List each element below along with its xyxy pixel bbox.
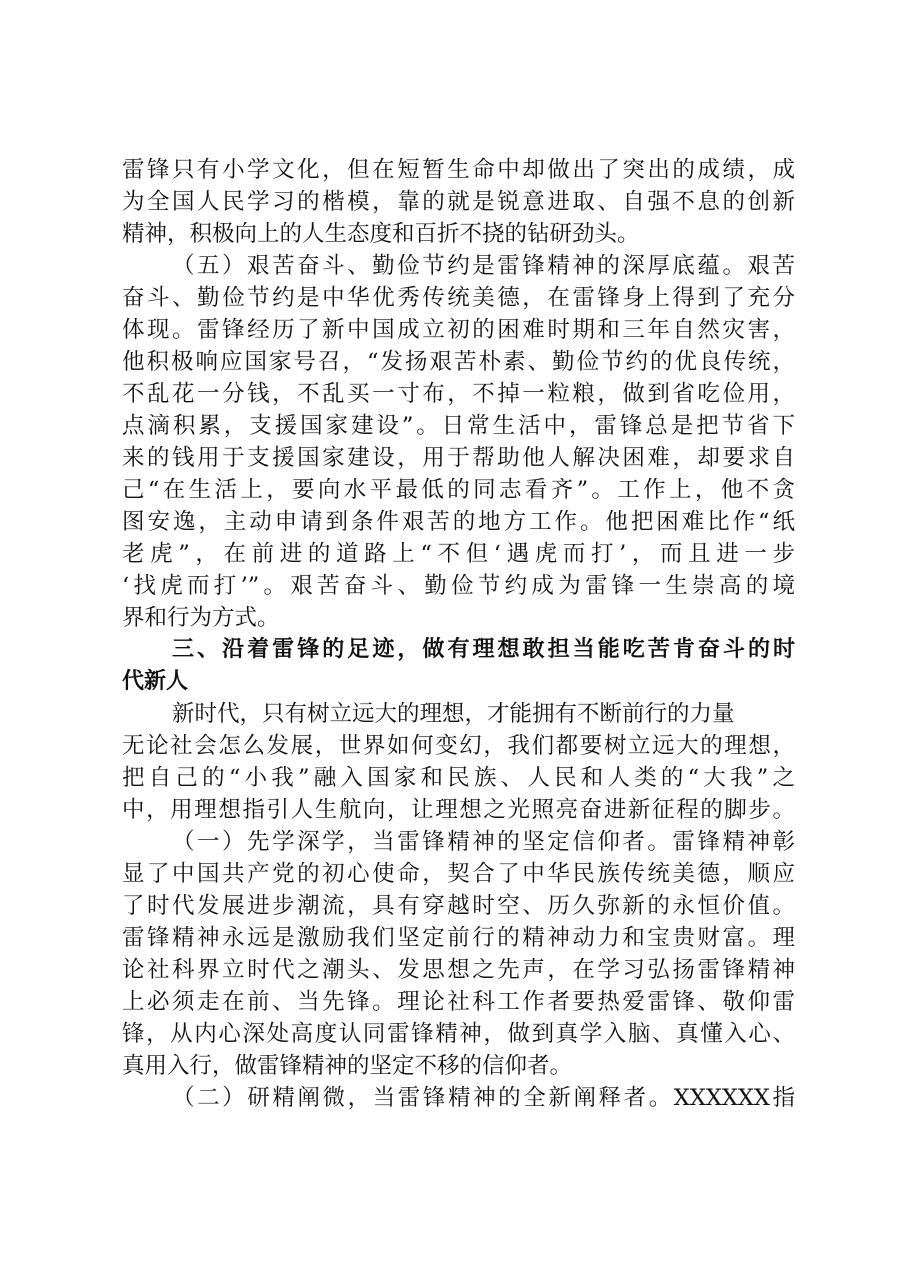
section-lead-line: （一）先学深学，当雷锋精神的坚定信仰者。雷锋精神彰 — [172, 829, 795, 855]
text-line: 显了中国共产党的初心使命，契合了中华民族传统美德，顺应 — [122, 861, 795, 887]
text-line: 精神，积极向上的人生态度和百折不挠的钻研劲头。 — [122, 221, 640, 247]
text-line: 论社科界立时代之潮头、发思想之先声，在学习弘扬雷锋精神 — [122, 957, 795, 983]
text-line: 新时代，只有树立远大的理想，才能拥有不断前行的力量 — [172, 701, 735, 727]
text-line: 真用入行，做雷锋精神的坚定不移的信仰者。 — [122, 1053, 573, 1079]
text-line: 了时代发展进步潮流，具有穿越时空、历久弥新的永恒价值。 — [122, 893, 795, 919]
section-heading: 三、沿着雷锋的足迹，做有理想敢担当能吃苦肯奋斗的时 — [172, 637, 795, 662]
text-line: 界和行为方式。 — [122, 605, 280, 631]
text-line: 为全国人民学习的楷模，靠的就是锐意进取、自强不息的创新 — [122, 189, 795, 215]
text-line: ‘找虎而打’”。艰苦奋斗、勤俭节约成为雷锋一生崇高的境 — [122, 573, 795, 599]
text-line: 图安逸，主动申请到条件艰苦的地方工作。他把困难比作“纸 — [122, 509, 795, 535]
text-line: 上必须走在前、当先锋。理论社科工作者要热爱雷锋、敬仰雷 — [122, 989, 795, 1015]
text-line: 老虎”，在前进的道路上“不但‘遇虎而打’，而且进一步 — [122, 541, 795, 567]
text-line: 雷锋精神永远是激励我们坚定前行的精神动力和宝贵财富。理 — [122, 925, 795, 951]
text-line: 奋斗、勤俭节约是中华优秀传统美德，在雷锋身上得到了充分 — [122, 285, 795, 311]
section-heading: 代新人 — [122, 669, 189, 694]
text-line: 雷锋只有小学文化，但在短暂生命中却做出了突出的成绩，成 — [122, 157, 795, 183]
section-lead-line: （五）艰苦奋斗、勤俭节约是雷锋精神的深厚底蕴。艰苦 — [172, 253, 795, 279]
text-line: 无论社会怎么发展，世界如何变幻，我们都要树立远大的理想， — [122, 733, 795, 759]
text-line: 来的钱用于支援国家建设，用于帮助他人解决困难，却要求自 — [122, 445, 795, 471]
section-lead-line: （二）研精阐微，当雷锋精神的全新阐释者。XXXXXX指 — [172, 1085, 795, 1111]
text-line: 中，用理想指引人生航向，让理想之光照亮奋进新征程的脚步。 — [122, 797, 795, 823]
text-line: 己“在生活上，要向水平最低的同志看齐”。工作上，他不贪 — [122, 477, 795, 503]
text-line: 他积极响应国家号召，“发扬艰苦朴素、勤俭节约的优良传统， — [122, 349, 795, 375]
text-line: 体现。雷锋经历了新中国成立初的困难时期和三年自然灾害， — [122, 317, 795, 343]
text-line: 不乱花一分钱，不乱买一寸布，不掉一粒粮，做到省吃俭用， — [122, 381, 795, 407]
text-line: 点滴积累，支援国家建设”。日常生活中，雷锋总是把节省下 — [122, 413, 795, 439]
text-line: 锋，从内心深处高度认同雷锋精神，做到真学入脑、真懂入心、 — [122, 1021, 795, 1047]
text-line: 把自己的“小我”融入国家和民族、人民和人类的“大我”之 — [122, 765, 795, 791]
